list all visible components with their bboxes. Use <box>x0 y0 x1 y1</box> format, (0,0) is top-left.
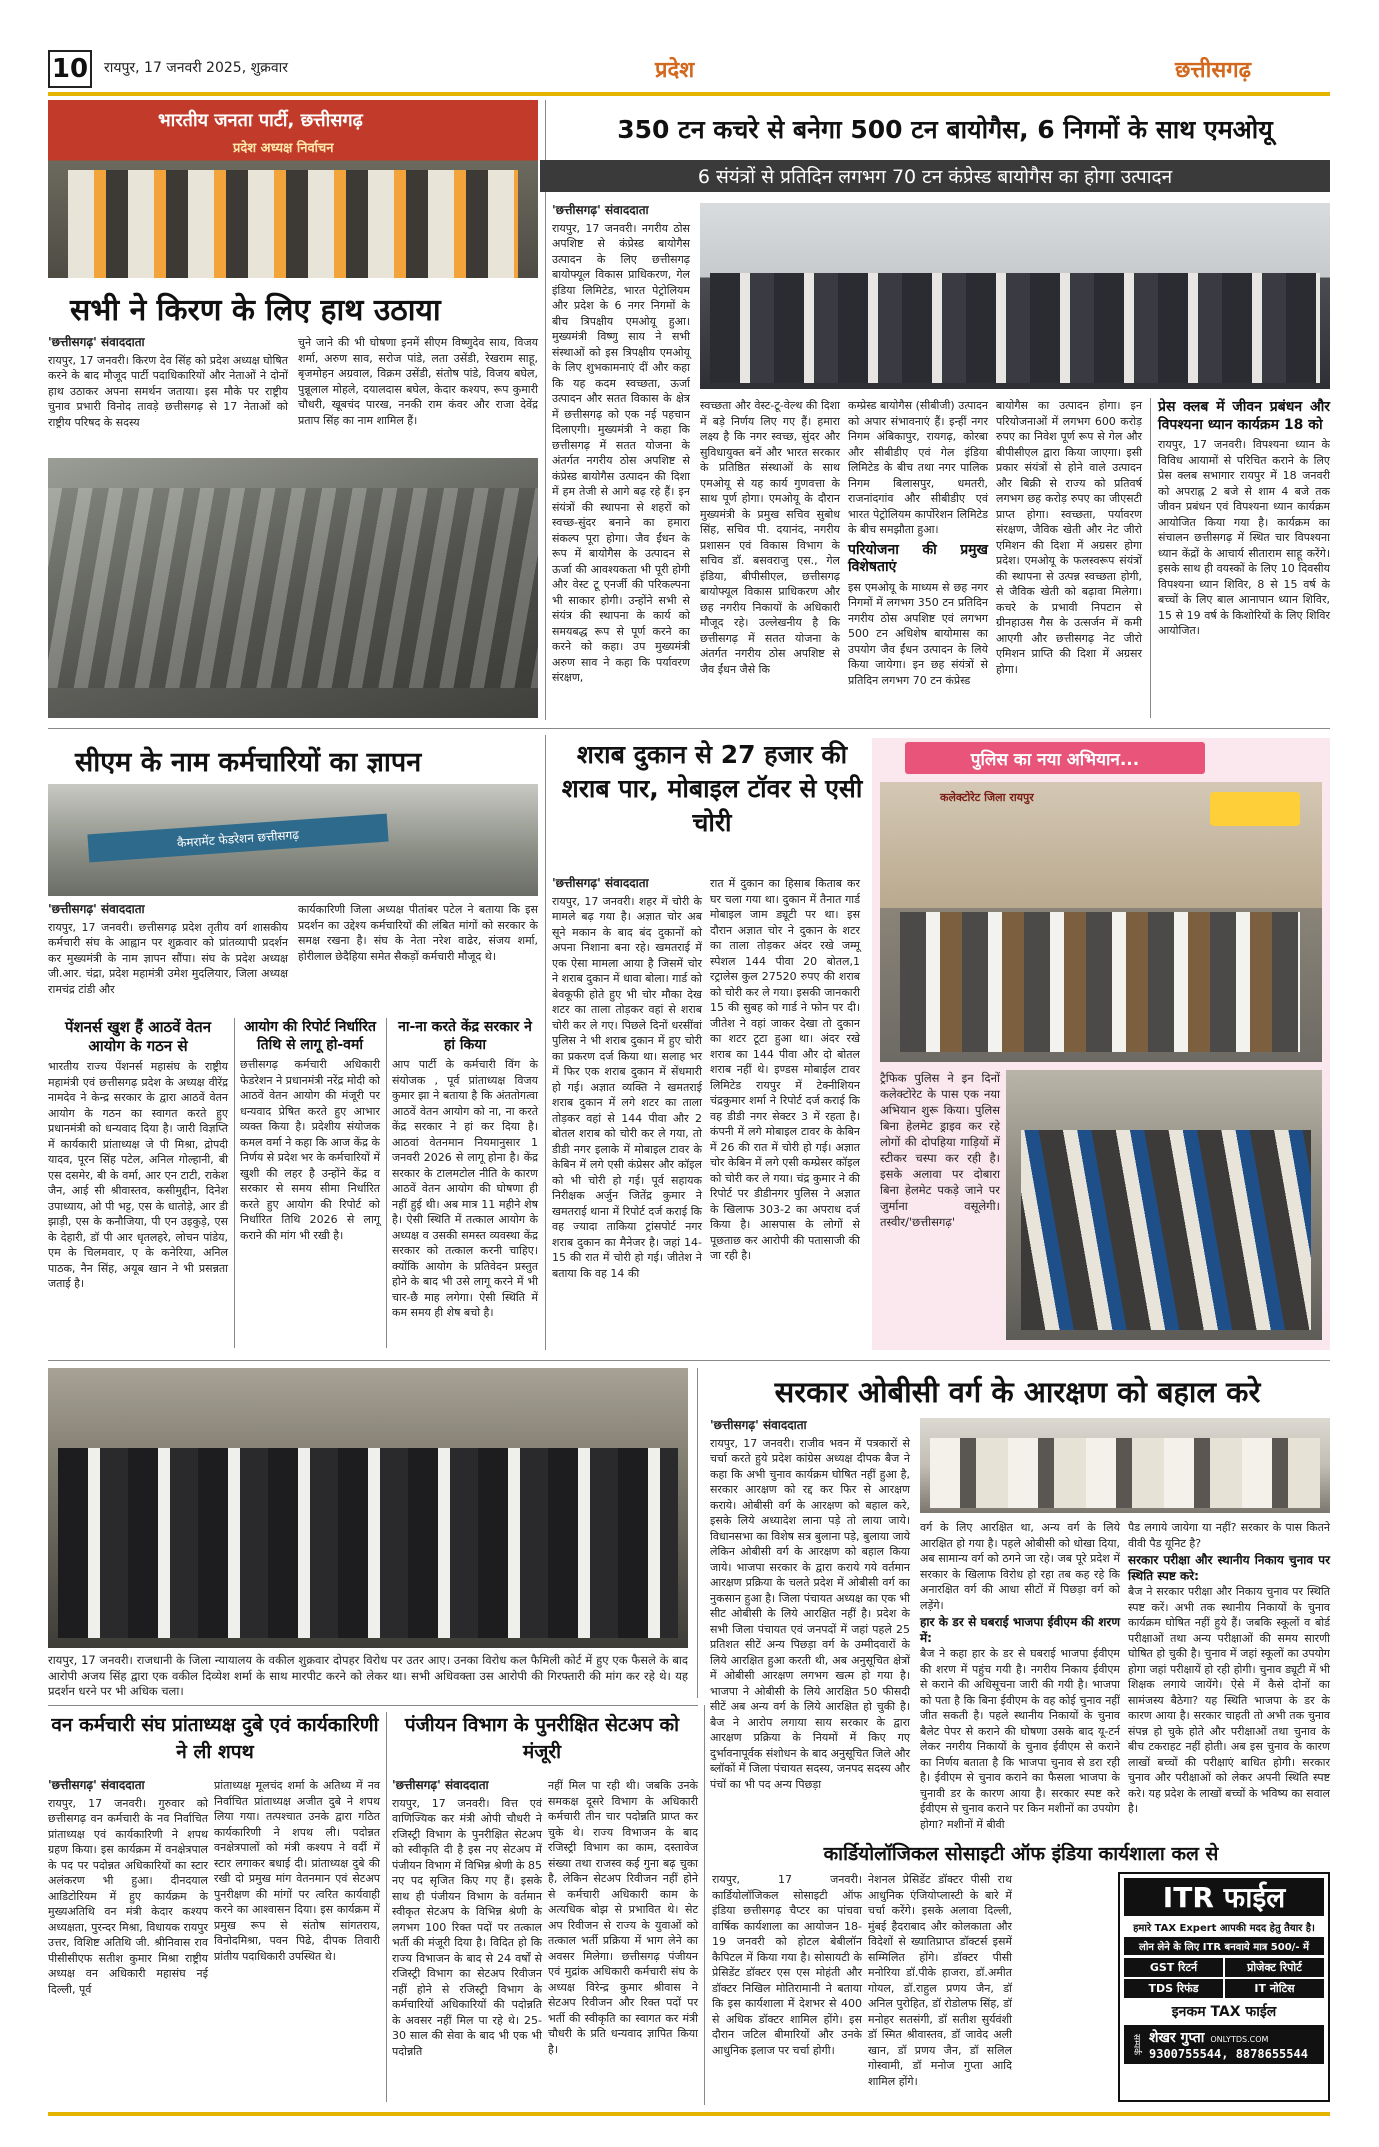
biogas-col2: स्वच्छता और वेस्ट-टू-वेल्थ की दिशा में बड़े निर्णय लिए गए हैं। हमारा लक्ष्य है कि नगर स्वच्छ, सुंदर और सुविधायुक्त बनें और भारत सरकार के प्रतिष्ठित संस्थाओं के साथ एमओयू से यह कार्य गुणवत्ता के साथ पूर्ण होगा। एमओयू के दौरान मुख्यमंत्री के प्रमुख सचिव सुबोध सिंह, सचिव पी. दयानंद, नगरीय प्रशासन एवं विकास विभाग के सचिव डॉ. बसवराजु एस., गेल इंडिया, बीपीसीएल, छत्तीसगढ़ बायोफ्यूल विकास प्राधिकरण और छह नगरीय निकायों के अधिकारी मौजूद रहे। उल्लेखनीय है कि छत्तीसगढ़ में सतत योजना के अंतर्गत नगरीय ठोस अपशिष्ट से जैव ईंधन जैसे कि <box>700 399 840 676</box>
obc-subhead2: सरकार परीक्षा और स्थानीय निकाय चुनाव पर स्थिति स्पष्ट करे: <box>1128 1553 1330 1583</box>
story-text: रायपुर, 17 जनवरी। शहर में चोरी के मामले बढ़ गया है। अज्ञात चोर अब सूने मकान के बाद बंद दुकानों को अपना निशाना बना रहे। खमतराई में एक ऐसा मामला आया है जिसमें चोर ने शराब दुकान में धावा बोला। गार्ड को बेवकूफी होते हुए भी चोर मौका देख शटर का ताला तोड़कर वहां से शराब चोरी कर ले गए। पिछले दिनों धरसींवां पुलिस ने भी शराब दुकान में हुए चोरी का प्रकरण दर्ज किया था। सलाह भर में फिर एक शराब दुकान में सेंधमारी हो गई। अज्ञात व्यक्ति ने खमतराई शराब दुकान में लगे शटर का ताला तोड़कर वहां से 144 पीवा और 2 बोतल शराब को चोरी कर ले गया, तो डीडी नगर इलाके में मोबाइल टावर के केबिन में लगे एसी कंप्रेसर और कॉइल को भी चोरी हो गई। पूर्व सहायक निरीक्षक अर्जुन जितेंद्र कुमार ने खमतराई थाना में रिपोर्ट दर्ज कराई कि वह ज्यादा ताकिया ट्रांसपोर्ट नगर शराब दुकान का मैनेजर है। जहां 14-15 की रात में चोरी हो गई। जीतेश ने बताया कि वह 14 की <box>552 894 702 1280</box>
byline: 'छत्तीसगढ़' संवाददाता <box>48 902 145 916</box>
photo-banner-text: भारतीय जनता पार्टी, छत्तीसगढ़ <box>158 110 363 131</box>
story-text: इस एमओयू के माध्यम से छह नगर निगमों में लगभग 350 टन प्रतिदिन नगरीय ठोस अपशिष्ट एवं लगभग 500 टन अधिशेष बायोमास का उपयोग जैव ईंधन उत्पादन के लिये किया जायेगा। इन छह संयंत्रों से प्रतिदिन लगभग 70 टन कंप्रेस्ड <box>848 580 988 687</box>
people-figures <box>900 912 1300 1052</box>
lawyers-caption: रायपुर, 17 जनवरी। राजधानी के जिला न्यायालय के वकील शुक्रवार दोपहर विरोध पर उतर आए। उनका विरोध कल फैमिली कोर्ट में हुए एक फैसले के बाद आरोपी अजय सिंह द्वारा एक वकील दिव्येश शर्मा के साथ मारपीट करने को लेकर था। सभी अधिवक्ता उस आरोपी की गिरफ्तारी की मांग कर रहे थे। यह प्रदर्शन धरने पर भी अधिक चला। <box>48 1653 688 1698</box>
na-na-story <box>392 1018 538 1321</box>
itr-advertisement <box>1118 1872 1330 2102</box>
cm-memo-headline: सीएम के नाम कर्मचारियों का ज्ञापन <box>75 747 422 778</box>
press-club-headline: प्रेस क्लब में जीवन प्रबंधन और विपश्यना ध्यान कार्यक्रम 18 को <box>1158 399 1330 433</box>
story-text: रायपुर, 17 जनवरी। छत्तीसगढ़ प्रदेश तृतीय वर्ग शासकीय कर्मचारी संघ के आह्वान पर शुक्रवार को प्रांतव्यापी प्रदर्शन कर मुख्यमंत्री के नाम ज्ञापन सौंपा। संघ के प्रदेश अध्यक्ष जी.आर. चंद्रा, प्रदेश महामंत्री उमेश मुदलियार, जिला अध्यक्ष रामचंद्र टांडी और <box>48 920 288 996</box>
story-text: छत्तीसगढ़ कर्मचारी अधिकारी फेडरेशन ने प्रधानमंत्री नरेंद्र मोदी को आठवें वेतन आयोग की मंजूरी पर धन्यवाद प्रेषित करते हुए आभार व्यक्त किया है। प्रदेशीय संयोजक कमल वर्मा ने कहा कि आज केंद्र के निर्णय से प्रदेश भर के कर्मचारियों में खुशी की लहर है उन्होंने केंद्र व सरकार से समय सीमा निर्धारित करते हुए आयोग की रिपोर्ट को निर्धारित तिथि 2026 से लागू कराने की मांग भी रखी है। <box>240 1058 380 1242</box>
story-text: रायपुर, 17 जनवरी। गुरुवार को छत्तीसगढ़ वन कर्मचारी के नव निर्वाचित प्रांताध्यक्ष एवं कार्यकारिणी ने शपथ ग्रहण किया। इस कार्यक्रम में वनक्षेत्रपाल के पद पर पदोन्नत अधिकारियों का स्टार अलंकरण भी हुआ। दीनदयाल आडिटोरियम में हुए कार्यक्रम के मुख्यअतिथि वन मंत्री केदार कश्यप अध्यक्षता, पुरन्दर मिश्रा, विधायक रायपुर उत्तर, विशिष्ट अतिथि जी. श्रीनिवास राव पीसीसीएफ सतीश कुमार मिश्रा राष्ट्रीय अध्यक्ष वन अधिकारी महासंघ नई दिल्ली, पूर्व <box>48 1796 208 1996</box>
biogas-col1 <box>552 203 690 686</box>
forest-col2: प्रांताध्यक्ष मूलचंद शर्मा के अतिथ्य में नव निर्वाचित प्रांताध्यक्ष अजीत दुबे ने शपथ लिया गया। तत्पश्चात उनके द्वारा गठित कार्यकारिणी ने शपथ ली। पदोन्नत वनक्षेत्रपालों को मंत्री कश्यप ने वर्दी में स्टार लगाकर बधाई दी। प्रांताध्यक्ष दुबे की रखी दो प्रमुख मांग वेतनमान एवं सेटअप पुनरीक्षण की मांगों पर त्वरित कार्यवाही करने का आश्वासन दिया। इस कार्यक्रम में प्रमुख रूप से संतोष सांगतराय, विनोदमिश्रा, पवन पिढे, दीपक तिवारी प्रांतीय पदाधिकारी उपस्थित थे। <box>214 1779 380 1963</box>
issue-date: रायपुर, 17 जनवरी 2025, शुक्रवार <box>104 60 288 76</box>
ad-tag: प्रोजेक्ट रिपोर्ट <box>1225 1958 1324 1977</box>
top-left-col1 <box>48 335 288 430</box>
column-divider <box>1150 398 1151 718</box>
registration-col2: नहीं मिल पा रही थी। जबकि उनके समकक्ष दूसरे विभाग के अधिकारी कर्मचारी तीन चार पदोन्नति प्राप्त कर चुके थे। राज्य विभाजन के बाद रजिस्ट्री विभाग का काम, दस्तावेज संख्या तथा राजस्व कई गुना बढ़ चुका है, लेकिन सेटअप रिवीजन नहीं होने से कर्मचारी अधिकारी काम के अत्यधिक बोझ से प्रभावित थे। सेट अप रिवीजन से राज्य के युवाओं को तत्काल भर्ती प्रक्रिया में भाग लेने का अवसर मिलेगा। छत्तीसगढ़ पंजीयन एवं मुद्रांक अधिकारी कर्मचारी संघ के अध्यक्ष विरेन्द्र कुमार श्रीवास ने सेटअप रिवीजन और रिक्त पदों पर भर्ती की स्वीकृति का स्वागत कर मंत्री चौधरी के प्रति धन्यवाद ज्ञापित किया है। <box>548 1779 698 2056</box>
byline: 'छत्तीसगढ़' संवाददाता <box>48 335 145 349</box>
section-title: प्रदेश <box>655 58 695 83</box>
liquor-col1 <box>552 876 702 1281</box>
obc-col1 <box>710 1418 910 1792</box>
cardio-col2: नेशनल प्रेसिडेंट डॉक्टर पीसी राथ आधुनिक एंजियोप्लास्टी के बारे में चर्चा करेंगे। इसके अलावा दिल्ली, मुंबई हैदराबाद और कोलकाता और विदेशों से ख्यातिप्राप्त डॉक्टर्स इसमें सम्मिलित होंगे। डॉक्टर पीसी मनोरिया डॉ.पीके हाजरा, डॉ.अमीत गोयल, डॉ.राहुल प्रणय जैन, डॉ अनिल पुरोहित, डॉ रोडोलफ सिंह, डॉ मनोहर सतसंगी, डॉ सतीश सुर्यवंशी डॉ स्मित श्रीवास्तव, डॉ जावेद अली खान, डॉ प्रणय जैन, डॉ सलिल गोस्वामी, डॉ मनोज गुप्ता आदि शामिल होंगे। <box>868 1873 1012 2088</box>
header-rule <box>48 92 1330 96</box>
crowd-celebration-photo <box>48 458 538 718</box>
ad-line3: इनकम TAX फाईल <box>1171 2004 1277 2020</box>
police-banner: पुलिस का नया अभियान... <box>905 742 1205 774</box>
ad-tag: IT नोटिस <box>1225 1979 1324 1998</box>
obc-subhead1: हार के डर से घबराई भाजपा ईवीएम की शरण में: <box>920 1615 1120 1645</box>
officers-figures <box>1021 1130 1311 1330</box>
ad-tag: TDS रिफंड <box>1124 1979 1223 1998</box>
column-divider <box>545 100 546 720</box>
story-text: रायपुर, 17 जनवरी। राजीव भवन में पत्रकारों से चर्चा करते हुये प्रदेश कांग्रेस अध्यक्ष दीपक बैज ने कहा कि अभी चुनाव कार्यक्रम घोषित नहीं हुआ है, सरकार आरक्षण को रद्द कर फिर से आरक्षण कराये। ओबीसी वर्ग के आरक्षण को बहाल करे, इसके लिये अध्यादेश लाना पड़े तो लाया जाये। विधानसभा का विशेष सत्र बुलाना पड़े, बुलाया जाये लेकिन ओबीसी वर्ग के आरक्षण को बहाल किया जाये। भाजपा सरकार के द्वारा कराये गये वर्तमान आरक्षण प्रक्रिया के चलते प्रदेश में ओबीसी वर्ग का नुकसान हुआ है। जिला पंचायत अध्यक्ष का एक भी सीट ओबीसी के लिये आरक्षित नहीं है। प्रदेश के सभी जिला पंचायत एवं जनपदों में जहां पहले 25 प्रतिशत सीटें अन्य पिछड़ा वर्ग के उम्मीदवारों के लिये आरक्षित हुआ करती थी, अब अनुसूचित क्षेत्रों में ओबीसी आरक्षण लगभग खत्म हो गया है। भाजपा ने ओबीसी के लिये आरक्षित 50 फीसदी सीटें अब अन्य वर्ग के लिये आरक्षित हो चुकी है। बैज ने आरोप लगाया साय सरकार के द्वारा आरक्षण प्रक्रिया के नियमों में किए गए दुर्भावनापूर्वक संशोधन के बाद अनुसूचित जिले और ब्लॉकों में जिला पंचायत सदस्य, जनपद सदस्य और पंचों का भी पद अन्य पिछड़ा <box>710 1436 911 1791</box>
story-text: कम्प्रेस्ड बायोगैस (सीबीजी) उत्पादन को अपार संभावनाएं हैं। इन्हीं नगर निगम अंबिकापुर, रायगढ़, कोरबा और सीबीडीए एवं गेल इंडिया लिमिटेड के बीच तथा नगर पालिक निगम बिलासपुर, धमतरी, राजनांदगांव और सीबीडीए एवं भारत पेट्रोलियम कार्पोरेशन लिमिटेड के बीच समझौता हुआ। <box>848 399 988 536</box>
byline: 'छत्तीसगढ़' संवाददाता <box>552 876 649 890</box>
story-text: भारतीय राज्य पेंशनर्स महासंघ के राष्ट्रीय महामंत्री एवं छत्तीसगढ़ प्रदेश के अध्यक्ष वीरेंद्र नामदेव ने केन्द्र सरकार के द्वारा आठवें वेतन आयोग के गठन का स्वागत करते हुए प्रधानमंत्री को धन्यवाद दिया है। जारी विज्ञप्ति में कार्यकारी प्रांताध्यक्ष जे पी मिश्रा, द्रोपदी यादव, पूरन सिंह पटेल, अनिल गोल्हानी, बी एस दसमेर, बी के वर्मा, आर एन टाटी, राकेश जैन, आई सी श्रीवास्तव, कसीमुद्दीन, दिनेश उपाध्याय, ओ पी भट्ट, एस के धातोड़े, आर डी झाड़ी, एस के कनौजिया, पी एन उइकुड़े, एस के देहारी, डॉ पी आर धृतलहरे, लोचन पांडेय, एम के चिलमवार, ए के कनेरिया, अनिल पाठक, नैन सिंह, अयूब खान ने भी प्रसन्नता जताई है। <box>48 1060 228 1290</box>
pay-commission-story <box>240 1018 380 1243</box>
ad-title: ITR फाईल <box>1124 1878 1324 1916</box>
column-divider <box>697 1368 698 1698</box>
story-text: बैज ने कहा हार के डर से घबराई भाजपा ईवीएम की शरण में पहुंच गयी है। नगरीय निकाय ईवीएम से कराने की अधिसूचना जारी की गयी है। भाजपा को पता है कि बिना ईवीएम के वह कोई चुनाव नहीं जीत सकती है। पहले स्थानीय निकायों के चुनाव बैलेट पेपर से कराने की घोषणा उसके बाद यू-टर्न लेकर नगरीय निकायों के चुनाव ईवीएम से कराने का निर्णय बताता है कि भाजपा चुनाव से डरा रही है। ईवीएम से चुनाव कराने का फैसला भाजपा के चुनावी डर के कारण आया है। सरकार स्पष्ट करे ईवीएम से चुनाव कराने पर किन मशीनों का उपयोग होगा? मशीनों में बीवी <box>920 1647 1120 1831</box>
press-conference-photo <box>920 1418 1330 1513</box>
police-caption: ट्रैफिक पुलिस ने इन दिनों कलेक्टोरेट के पास एक नया अभियान शुरू किया। पुलिस बिना हेलमेट ड्राइव कर रहे लोगों की दोपहिया गाड़ियों में स्टीकर चस्पा कर रही है। इसके अलावा पर दोबारा बिना हेलमेट पकड़े जाने पर जुर्माना वसूलेगी। तस्वीर/'छत्तीसगढ़' <box>880 1071 1000 1229</box>
photo-sub-text: प्रदेश अध्यक्ष निर्वाचन <box>233 141 334 156</box>
byline: 'छत्तीसगढ़' संवाददाता <box>552 203 649 217</box>
ad-line2: लोन लेने के लिए ITR बनवाये मात्र 500/- में <box>1124 1937 1324 1955</box>
biogas-subhead: परियोजना की प्रमुख विशेषताएं <box>848 541 988 575</box>
liquor-col2: रात में दुकान का हिसाब किताब कर घर चला गया था। दुकान में तैनात गार्ड मोबाइल जाम ड्यूटी पर था। इस दौरान अज्ञात चोर ने दुकान के शटर का ताला तोड़कर अंदर रखे जम्मू स्पेशल 144 पीवा 20 बोतल,1 रट्रालेस कुल 27520 रुपए की शराब को चोरी कर ले गया। इसकी जानकारी 15 की सुबह को गार्ड ने फोन पर दी। जीतेश ने वहां जाकर देखा तो दुकान का शटर टूटा हुआ था। अंदर रखे शराब का 144 पीवा और दो बोतल शराब नहीं थे। इण्डस मोबाईल टावर लिमिटेड रायपुर में टेक्नीशियन चंद्रकुमार शर्मा ने रिपोर्ट दर्ज कराई कि वह डीडी नगर सेक्टर 3 में रहता है। कंपनी में लगे मोबाइल टावर के केबिन में 26 की रात में चोरी हो गई। अज्ञात चोर केबिन में लगे एसी कम्प्रेसर कॉइल को चोरी कर ले गया। चंद्र कुमार ने की रिपोर्ट पर डीडीनगर पुलिस ने अज्ञात के खिलाफ 303-2 का अपराध दर्ज किया है। आसपास के लोगों से पूछताछ कर आरोपी की पतासाजी की जा रही है। <box>710 877 860 1262</box>
ad-tag: GST रिटर्न <box>1124 1958 1223 1977</box>
top-left-col2: चुने जाने की भी घोषणा इनमें सीएम विष्णुदेव साय, विजय शर्मा, अरुण साव, सरोज पांडे, लता उसेंडी, रेखराम साहू, बृजमोहन अग्रवाल, विक्रम उसेंडी, संतोष पांडे, विजय बघेल, पुन्नूलाल मोहले, दयालदास बघेल, केदार कश्यप, रूप कुमारी चौधरी, खूबचंद पारख, ननकी राम कंवर और राजा देवेंद्र प्रताप सिंह का नाम शामिल हैं। <box>298 336 538 427</box>
ad-phones: 9300755544, 8878655544 <box>1149 2047 1308 2061</box>
lawyers-protest-photo <box>48 1368 688 1648</box>
officials-figures <box>710 273 1320 383</box>
biogas-col3 <box>848 398 988 688</box>
ad-contact-label: सम्पर्क <box>1131 2034 1141 2055</box>
biogas-col4: बायोगैस का उत्पादन होगा। इन परियोजनाओं में लगभग 600 करोड़ रुपए का निवेश पूर्ण रूप से गेल और बीपीसीएल द्वारा किया जाएगा। इसी प्रकार संयंत्रों से होने वाले उत्पादन और बिक्री से राज्य को प्रतिवर्ष लगभग छह करोड़ रुपए का जीएसटी प्राप्त होगा। स्वच्छता, पर्यावरण संरक्षण, जैविक खेती और नेट जीरो एमिशन की दिशा में अग्रसर होगा प्रदेश। एमओयू के फलस्वरूप संयंत्रों की स्थापना से उत्पन्न स्वच्छता होगी, से जैविक खेती को बढ़ावा मिलेगा। कचरे के प्रभावी निपटान से ग्रीनहाउस गैस के उत्सर्जन में कमी आएगी और छत्तीसगढ़ नेट जीरो एमिशन प्राप्ति की दिशा में अग्रसर होगा। <box>996 399 1142 676</box>
obc-headline: सरकार ओबीसी वर्ग के आरक्षण को बहाल करे <box>774 1375 1261 1409</box>
story-text: रायपुर, 17 जनवरी। वित्त एवं वाणिज्यिक कर मंत्री ओपी चौधरी ने रजिस्ट्री विभाग के पुनरीक्षित सेटअप को स्वीकृति दी है इस नए सेटअप में पंजीयन विभाग में विभिन्न श्रेणी के 85 नए पद सृजित किए गए हैं। इसके साथ ही पंजीयन विभाग के वर्तमान स्वीकृत सेटअप के विभिन्न श्रेणी के लगभग 100 रिक्त पदों पर तत्काल भर्ती की मंजूरी दिया है। विदित हो कि राज्य विभाजन के बाद से 24 वर्षों से रजिस्ट्री विभाग का सेटअप रिवीजन नहीं होने से रजिस्ट्री विभाग के कर्मचारियों अधिकारियों की पदोन्नति के अवसर नहीं मिल पा रहे थे। 25-30 साल की सेवा के बाद भी एक भी पदोन्नति <box>392 1796 542 2058</box>
section-divider <box>48 728 1330 729</box>
leaders-figures <box>930 1438 1320 1508</box>
obc-col2 <box>920 1520 1120 1832</box>
story-text: आप पार्टी के कर्मचारी विंग के संयोजक , पूर्व प्रांताध्यक्ष विजय कुमार झा ने बताया है कि अंततोगत्वा आठवें वेतन आयोग को ना, ना करते केंद्र सरकार ने हां कर दिया है। आठवां वेतनमान नियमानुसार 1 जनवरी 2026 से लागू होना है। केंद्र सरकार के टालमटोल नीति के कारण आठवें वेतन आयोग की घोषणा ही नहीं हुई थी। अब मात्र 11 महीने शेष है। ऐसी स्थिति में तत्काल आयोग के अध्यक्ष व उसकी समस्त व्यवस्था केंद्र सरकार को तत्काल करनी चाहिए। क्योंकि आयोग के प्रतिवेदन प्रस्तुत होने के बाद भी उसे लागू करने में भी चार-छै माह लगेगा। ऐसी स्थिति में कम समय ही शेष बचो है। <box>392 1058 538 1319</box>
cardio-col1: रायपुर, 17 जनवरी। कार्डियोलॉजिकल सोसाइटी ऑफ इंडिया छत्तीसगढ़ चैप्टर का पांचवा वार्षिक कार्यशाला का आयोजन 18-19 जनवरी को होटल बेबीलॉन कैपिटल में किया गया है। सोसायटी के प्रेसिडेंट डॉक्टर एस एस मोहंती और डॉक्टर निखिल मोतिरामानी ने बताया कि इस कार्यशाला में देशभर से 400 से अधिक डॉक्टर शामिल होंगे। इस दौरान जटिल बीमारियों और उनके आधुनिक इलाज पर चर्चा होगी। <box>712 1873 862 2057</box>
cardio-headline: कार्डियोलॉजिकल सोसाइटी ऑफ इंडिया कार्यशाला कल से <box>823 1843 1219 1865</box>
column-divider <box>386 1018 387 1348</box>
page-number: 10 <box>48 50 92 88</box>
footer-rule <box>48 2112 1330 2116</box>
crowd-pattern <box>48 488 538 688</box>
ad-tags <box>1124 1958 1324 1998</box>
biogas-headline: 350 टन कचरे से बनेगा 500 टन बायोगैस, 6 निगमों के साथ एमओयू <box>617 115 1273 144</box>
na-na-headline: ना-ना करते केंद्र सरकार ने हां किया <box>398 1019 532 1053</box>
registration-headline: पंजीयन विभाग के पुनरीक्षित सेटअप को मंजूरी <box>404 1714 680 1763</box>
top-left-headline: सभी ने किरण के लिए हाथ उठाया <box>70 293 441 328</box>
ad-name: शेखर गुप्ता <box>1149 2030 1205 2046</box>
pensioners-headline: पेंशनर्स खुश हैं आठवें वेतन आयोग के गठन से <box>64 1018 212 1055</box>
column-divider <box>704 1705 705 2105</box>
story-text: रायपुर, 17 जनवरी। नगरीय ठोस अपशिष्ट से कंप्रेस्ड बायोगैस उत्पादन के लिए छत्तीसगढ़ बायोफ्यूल विकास प्राधिकरण, गेल इंडिया लिमिटेड, भारत पेट्रोलियम और प्रदेश के 6 नगर निगमों के बीच त्रिपक्षीय एमओयू हुआ। मुख्यमंत्री विष्णु साय ने सभी संस्थाओं को इस त्रिपक्षीय एमओयू के लिए शुभकामनाएं दीं और कहा कि यह कदम स्वच्छता, ऊर्जा उत्पादन और सतत विकास के क्षेत्र में छत्तीसगढ़ को एक नई पहचान दिलाएगी। मुख्यमंत्री ने कहा कि छत्तीसगढ़ में सतत योजना के अंतर्गत नगरीय ठोस अपशिष्ट से कंप्रेस्ड बायोगैस उत्पादन की दिशा में हम तेजी से आगे बढ़ रहे हैं। इन संयंत्रों की स्थापना से शहरों को स्वच्छ-सुंदर बनाने का हमारा संकल्प पूरा होगा। जैव ईंधन के रूप में बायोगैस के उत्पादन से ऊर्जा की आवश्यकता भी पूरी होगी और वेस्ट टू एनर्जी की परिकल्पना भी साकार होगी। उन्होंने सभी से संयंत्र की स्थापना के कार्य को समयबद्ध रूप से पूर्ण करने का करने को कहा। उप मुख्यमंत्री अरुण साव ने कहा कि पर्यावरण संरक्षण, <box>552 221 690 684</box>
ad-contact <box>1124 2025 1324 2064</box>
obc-col3 <box>1128 1520 1330 1817</box>
byline: 'छत्तीसगढ़' संवाददाता <box>710 1418 807 1432</box>
protest-banner: कैमरामेंट फेडरेशन छत्तीसगढ़ <box>87 814 388 863</box>
byline: 'छत्तीसगढ़' संवाददाता <box>48 1778 145 1792</box>
cm-memo-col2: कार्यकारिणी जिला अध्यक्ष पीतांबर पटेल ने बताया कि इस प्रदर्शन का उद्देश्य कर्मचारियों की लंबित मांगों को सरकार के समक्ष रखना है। संघ के नेता नरेश वाढेर, संजय शर्मा, होरीलाल छेदैहिया समेत सैकड़ों कर्मचारी मौजूद थे। <box>298 903 538 963</box>
press-club-story <box>1158 398 1330 639</box>
column-divider <box>234 1018 235 1348</box>
forest-col1 <box>48 1778 208 1997</box>
ad-site: ONLYTDS.COM <box>1210 2035 1269 2044</box>
police-badge-icon <box>1210 792 1300 826</box>
police-gate-photo <box>880 782 1322 1062</box>
story-text: रायपुर, 17 जनवरी। किरण देव सिंह को प्रदेश अध्यक्ष घोषित करने के बाद मौजूद पार्टी पदाधिकारियों और नेताओं ने दोनों हाथ उठाकर अपना समर्थन जताया। इस मौके पर राष्ट्रीय चुनाव प्रभारी विनोद तावड़े छत्तीसगढ़ से 17 नेताओं को राष्ट्रीय परिषद के सदस्य <box>48 353 288 429</box>
state-title: छत्तीसगढ़ <box>1175 58 1251 83</box>
cm-memo-col1 <box>48 902 288 997</box>
pay-commission-headline: आयोग की रिपोर्ट निर्धारित तिथि से लागू हो-वर्मा <box>244 1019 376 1053</box>
story-text: रायपुर, 17 जनवरी। विपश्यना ध्यान के विविध आयामों से परिचित कराने के लिए प्रेस क्लब सभागार रायपुर में 18 जनवरी को अपराह्न 2 बजे से शाम 4 बजे तक जीवन प्रबंधन एवं विपश्यना ध्यान कार्यक्रम आयोजित किया गया है। कार्यक्रम का संचालन छत्तीसगढ़ में स्थित चार विपश्यना ध्यान केंद्रों के आचार्य सीताराम साहू करेंगे। इसके साथ ही वयस्कों के लिए 10 दिवसीय विपश्यना ध्यान शिविर, 8 से 15 वर्ष के बच्चों के लिए बाल आनापान ध्यान शिविर, 15 से 19 वर्ष के किशोरियों के लिए शिविर आयोजित। <box>1158 438 1330 637</box>
liquor-headline: शराब दुकान से 27 हजार की शराब पार, मोबाइल टॉवर से एसी चोरी <box>561 740 863 837</box>
byline: 'छत्तीसगढ़' संवाददाता <box>392 1778 489 1792</box>
biogas-subheadline: 6 संयंत्रों से प्रतिदिन लगभग 70 टन कंप्रेस्ड बायोगैस का होगा उत्पादन <box>540 160 1330 192</box>
employees-protest-photo <box>48 784 538 896</box>
column-divider <box>545 735 546 1350</box>
story-text: पैड लगाये जायेगा या नहीं? सरकार के पास कितने वीवी पैड यूनिट है? <box>1128 1521 1330 1550</box>
column-divider <box>386 1712 387 2102</box>
story-text: वर्ग के लिए आरक्षित था, अन्य वर्ग के लिये आरक्षित हो गया है। पहले ओबीसी को धोखा दिया, अब सामान्य वर्ग को ठगने जा रहे। जब पूरे प्रदेश में सरकार के खिलाफ विरोध हो रहा तब कह रहे कि अनारक्षित वर्ग की आधा सीटों में पिछड़ा वर्ग को लड़ेंगे। <box>920 1521 1120 1612</box>
mou-signing-photo <box>700 203 1330 389</box>
section-divider <box>48 1360 1330 1361</box>
gate-sign: कलेक्टोरेट जिला रायपुर <box>940 791 1034 804</box>
ad-line1: हमारे TAX Expert आपकी मदद हेतु तैयार है। <box>1133 1923 1315 1934</box>
forest-headline: वन कर्मचारी संघ प्रांताध्यक्ष दुबे एवं कार्यकारिणी ने ली शपथ <box>51 1714 379 1763</box>
crowd-figures <box>68 170 518 278</box>
story-text: बैज ने सरकार परीक्षा और निकाय चुनाव पर स्थिति स्पष्ट करें। अभी तक स्थानीय निकायों के चुनाव कार्यक्रम घोषित नहीं हुये हैं। जबकि स्कूलों व बोर्ड परीक्षाओं तथा अन्य परीक्षाओं की समय सारणी घोषित हो चुकी है। चुनाव में जहां स्कूलों का उपयोग होगा जहां परीक्षायें हो रही होगी। चुनाव ड्यूटी में भी शिक्षक लगाये जायेंगे। ऐसे में कैसे दोनों का सामंजस्य बैठेगा? यह स्थिति भाजपा के डर के कारण आया है। सरकार चाहती तो अभी तक चुनाव संपन्न हो चुके होते और परीक्षाओं तथा चुनाव के बीच टकराहट नहीं होती। अब इस चुनाव के कारण लाखों बच्चों की परीक्षाएं बाधित होगी। सरकार चुनाव और परीक्षाओं को लेकर अपनी स्थिति स्पष्ट करे। यह प्रदेश के लाखों बच्चों के भविष्य का सवाल है। <box>1128 1585 1330 1815</box>
pensioners-story <box>48 1018 228 1292</box>
bjp-meeting-photo <box>48 100 538 278</box>
section-divider <box>48 1705 698 1706</box>
registration-col1 <box>392 1778 542 2059</box>
traffic-police-photo <box>1006 1070 1322 1340</box>
lawyers-figures <box>58 1448 678 1638</box>
